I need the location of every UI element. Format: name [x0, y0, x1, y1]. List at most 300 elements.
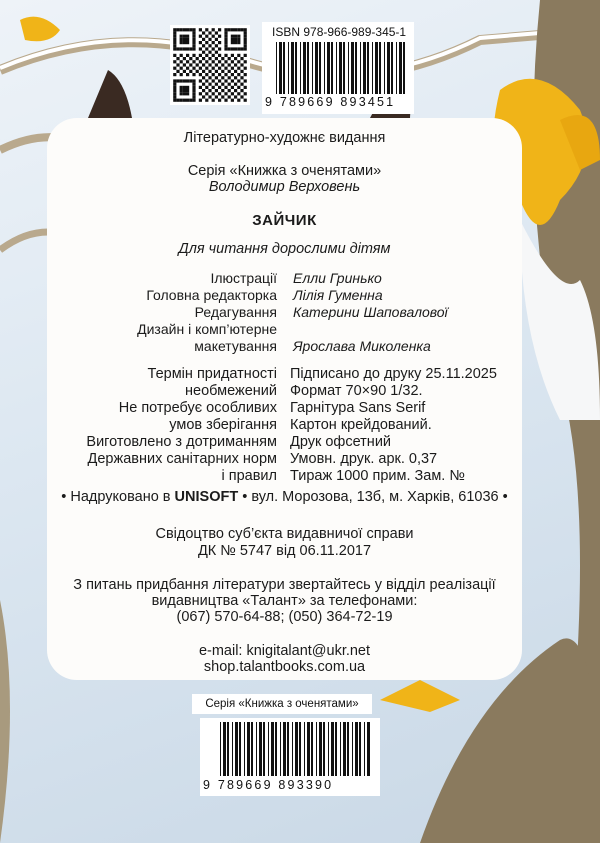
qr-code	[170, 25, 250, 105]
barcode-bar	[235, 722, 238, 776]
qr-module	[180, 41, 183, 44]
qr-module	[186, 67, 189, 70]
qr-module	[199, 99, 202, 102]
qr-module	[234, 83, 237, 86]
qr-module	[192, 31, 195, 34]
qr-module	[173, 79, 176, 82]
barcode-bar	[315, 42, 318, 94]
qr-module	[224, 54, 227, 57]
qr-module	[205, 79, 208, 82]
qr-module	[218, 86, 221, 89]
qr-module	[224, 73, 227, 76]
printer-line	[47, 489, 522, 505]
qr-module	[231, 67, 234, 70]
barcode-bar	[347, 722, 349, 776]
qr-module	[228, 89, 231, 92]
qr-module	[199, 60, 202, 63]
barcode-bar	[375, 42, 378, 94]
barcode-bar	[339, 42, 342, 94]
qr-module	[244, 73, 247, 76]
qr-module	[237, 86, 240, 89]
qr-module	[221, 89, 224, 92]
qr-module	[186, 47, 189, 50]
qr-module	[196, 57, 199, 60]
qr-module	[228, 57, 231, 60]
qr-module	[221, 57, 224, 60]
barcode-bar	[367, 42, 369, 94]
qr-module	[231, 35, 234, 38]
qr-module	[234, 28, 237, 31]
qr-module	[183, 79, 186, 82]
qr-module	[189, 63, 192, 66]
qr-module	[208, 31, 211, 34]
qr-module	[208, 57, 211, 60]
author-name: Володимир Верховень	[208, 179, 361, 195]
credit-role: Дизайн і комп’ютерне	[137, 321, 277, 337]
barcode-bar	[303, 42, 306, 94]
barcode-bar	[256, 722, 257, 776]
qr-module	[244, 60, 247, 63]
qr-module	[180, 99, 183, 102]
qr-module	[224, 79, 227, 82]
qr-module	[231, 54, 234, 57]
qr-module	[240, 95, 243, 98]
qr-module	[212, 86, 215, 89]
qr-module	[218, 67, 221, 70]
barcode-bar	[359, 722, 361, 776]
qr-module	[202, 44, 205, 47]
spec-left: необмежений	[185, 383, 277, 399]
qr-module	[173, 67, 176, 70]
qr-module	[208, 95, 211, 98]
barcode-bar	[279, 42, 282, 94]
qr-module	[192, 41, 195, 44]
barcode-bar	[387, 42, 390, 94]
barcode-bar	[304, 722, 305, 776]
printer-name: UNISOFT	[174, 489, 239, 505]
qr-module	[240, 83, 243, 86]
qr-module	[224, 28, 227, 31]
credit-role: макетування	[194, 338, 277, 354]
barcode-bar	[331, 722, 334, 776]
qr-module	[244, 54, 247, 57]
qr-module	[231, 47, 234, 50]
qr-module	[234, 95, 237, 98]
qr-module	[212, 28, 215, 31]
barcode-bar	[355, 42, 357, 94]
qr-module	[212, 79, 215, 82]
qr-module	[180, 73, 183, 76]
spec-right: Тираж 1000 прим. Зам. №	[290, 468, 465, 484]
qr-module	[199, 92, 202, 95]
credit-name: Ярослава Миколенка	[293, 338, 431, 354]
qr-module	[215, 63, 218, 66]
qr-module	[192, 92, 195, 95]
qr-module	[183, 92, 186, 95]
qr-module	[224, 41, 227, 44]
qr-module	[228, 28, 231, 31]
qr-module	[173, 86, 176, 89]
bottom-barcode-digits: 9 789669 893390	[203, 778, 334, 792]
printer-address: • вул. Морозова, 13б, м. Харків, 61036 •	[238, 489, 508, 505]
qr-module	[224, 35, 227, 38]
qr-module	[218, 54, 221, 57]
qr-module	[205, 35, 208, 38]
qr-module	[192, 83, 195, 86]
qr-module	[196, 63, 199, 66]
qr-module	[208, 38, 211, 41]
qr-module	[205, 86, 208, 89]
qr-module	[189, 79, 192, 82]
qr-module	[215, 95, 218, 98]
qr-module	[224, 31, 227, 34]
printer-prefix: • Надруковано в	[61, 489, 175, 505]
qr-module	[224, 47, 227, 50]
qr-module	[218, 99, 221, 102]
qr-module	[180, 79, 183, 82]
qr-module	[183, 99, 186, 102]
qr-module	[205, 92, 208, 95]
qr-module	[186, 54, 189, 57]
qr-module	[173, 35, 176, 38]
qr-module	[231, 99, 234, 102]
spec-left: Не потребує особливих	[118, 400, 277, 416]
qr-module	[183, 28, 186, 31]
qr-module	[244, 47, 247, 50]
qr-module	[237, 35, 240, 38]
qr-module	[192, 86, 195, 89]
barcode-bar	[384, 42, 385, 94]
credit-name: Лілія Гуменна	[293, 287, 383, 303]
barcode-bar	[227, 722, 229, 776]
audience-line: Для читання дорослими дітям	[178, 241, 391, 257]
barcode-bar	[372, 42, 373, 94]
qr-module	[234, 89, 237, 92]
qr-module	[202, 38, 205, 41]
qr-module	[173, 60, 176, 63]
bottom-series-label: Серія «Книжка з оченятами»	[192, 694, 372, 714]
qr-module	[215, 70, 218, 73]
qr-module	[208, 51, 211, 54]
spec-right: Гарнітура Sans Serif	[290, 400, 426, 416]
qr-module	[231, 73, 234, 76]
qr-module	[231, 38, 234, 41]
qr-module	[224, 67, 227, 70]
qr-module	[244, 44, 247, 47]
qr-module	[183, 41, 186, 44]
qr-module	[183, 63, 186, 66]
qr-module	[228, 63, 231, 66]
qr-module	[237, 28, 240, 31]
qr-module	[234, 35, 237, 38]
qr-module	[228, 70, 231, 73]
qr-module	[224, 99, 227, 102]
barcode-bar	[287, 722, 289, 776]
certificate-number: ДК № 5747 від 06.11.2017	[197, 543, 372, 559]
qr-module	[180, 38, 183, 41]
qr-module	[192, 44, 195, 47]
qr-module	[205, 67, 208, 70]
qr-module	[208, 83, 211, 86]
rabbit-ear-left	[88, 70, 132, 118]
qr-module	[215, 83, 218, 86]
spec-left: умов зберігання	[169, 417, 277, 433]
qr-module	[180, 28, 183, 31]
qr-module	[183, 35, 186, 38]
qr-module	[183, 89, 186, 92]
qr-module	[234, 70, 237, 73]
series-line: Серія «Книжка з оченятами»	[187, 163, 382, 179]
qr-module	[224, 60, 227, 63]
qr-module	[218, 73, 221, 76]
barcode-bar	[355, 722, 358, 776]
barcode-bar	[396, 42, 397, 94]
qr-module	[224, 86, 227, 89]
qr-module	[186, 99, 189, 102]
qr-module	[218, 92, 221, 95]
qr-module	[199, 47, 202, 50]
qr-module	[183, 86, 186, 89]
qr-module	[199, 54, 202, 57]
barcode-bar	[336, 42, 337, 94]
qr-module	[212, 73, 215, 76]
qr-module	[176, 79, 179, 82]
yellow-leaf	[20, 17, 60, 42]
qr-module	[234, 57, 237, 60]
qr-module	[221, 70, 224, 73]
isbn-label: ISBN 978-966-989-345-1	[272, 25, 407, 39]
barcode-bar	[220, 722, 221, 776]
qr-module	[202, 95, 205, 98]
barcode-bar	[232, 722, 233, 776]
barcode-bar	[307, 722, 310, 776]
qr-module	[208, 44, 211, 47]
qr-module	[186, 89, 189, 92]
qr-module	[208, 70, 211, 73]
qr-module	[189, 47, 192, 50]
qr-module	[224, 44, 227, 47]
qr-module	[173, 92, 176, 95]
qr-module	[244, 86, 247, 89]
isbn-barcode-digits: 9 789669 893451	[265, 95, 396, 109]
qr-module	[228, 76, 231, 79]
qr-module	[199, 79, 202, 82]
qr-module	[237, 73, 240, 76]
qr-module	[240, 76, 243, 79]
qr-module	[231, 86, 234, 89]
qr-module	[205, 54, 208, 57]
qr-module	[234, 38, 237, 41]
qr-module	[244, 35, 247, 38]
qr-module	[192, 54, 195, 57]
qr-module	[218, 41, 221, 44]
barcode-bar	[307, 42, 309, 94]
barcode-bar	[319, 722, 322, 776]
qr-module	[221, 76, 224, 79]
qr-module	[192, 38, 195, 41]
barcode-bar	[364, 722, 365, 776]
qr-module	[240, 63, 243, 66]
qr-module	[205, 41, 208, 44]
credit-role: Ілюстрації	[210, 270, 277, 286]
qr-module	[183, 57, 186, 60]
qr-module	[199, 73, 202, 76]
qr-module	[202, 76, 205, 79]
qr-module	[215, 31, 218, 34]
qr-module	[176, 99, 179, 102]
qr-module	[228, 83, 231, 86]
qr-module	[173, 38, 176, 41]
qr-module	[196, 70, 199, 73]
qr-module	[176, 28, 179, 31]
qr-module	[244, 41, 247, 44]
qr-module	[237, 99, 240, 102]
qr-module	[189, 57, 192, 60]
barcode-bar	[295, 42, 297, 94]
qr-module	[244, 92, 247, 95]
qr-module	[231, 79, 234, 82]
qr-module	[192, 99, 195, 102]
qr-module	[244, 79, 247, 82]
qr-module	[173, 73, 176, 76]
spec-left: Термін придатності	[147, 366, 277, 382]
qr-module	[180, 89, 183, 92]
website: shop.talantbooks.com.ua	[203, 659, 366, 675]
qr-module	[237, 47, 240, 50]
book-title: ЗАЙЧИК	[252, 212, 317, 229]
barcode-bar	[244, 722, 245, 776]
barcode-bar	[335, 722, 337, 776]
qr-module	[244, 31, 247, 34]
qr-module	[218, 35, 221, 38]
qr-module	[199, 28, 202, 31]
qr-module	[208, 89, 211, 92]
qr-module	[192, 73, 195, 76]
qr-module	[215, 51, 218, 54]
qr-module	[212, 54, 215, 57]
barcode-bar	[288, 42, 289, 94]
barcode-bar	[300, 42, 301, 94]
barcode-bar	[340, 722, 341, 776]
spec-left: Державних санітарних норм	[87, 451, 277, 467]
qr-module	[237, 54, 240, 57]
qr-module	[221, 83, 224, 86]
qr-module	[192, 79, 195, 82]
qr-module	[215, 38, 218, 41]
barcode-bar	[343, 722, 346, 776]
barcode-bar	[247, 722, 250, 776]
qr-module	[205, 47, 208, 50]
barcode-bar	[312, 42, 313, 94]
qr-module	[240, 89, 243, 92]
qr-module	[173, 28, 176, 31]
credit-name: Елли Гринько	[293, 270, 382, 286]
barcode-bar	[352, 722, 353, 776]
barcode-bar	[348, 42, 349, 94]
qr-module	[186, 41, 189, 44]
qr-module	[224, 38, 227, 41]
qr-module	[202, 63, 205, 66]
qr-module	[180, 60, 183, 63]
qr-module	[186, 73, 189, 76]
qr-module	[183, 47, 186, 50]
barcode-bar	[276, 42, 277, 94]
qr-module	[183, 70, 186, 73]
barcode-bar	[331, 42, 333, 94]
qr-module	[218, 60, 221, 63]
qr-module	[202, 57, 205, 60]
qr-module	[237, 41, 240, 44]
qr-module	[231, 92, 234, 95]
qr-module	[186, 86, 189, 89]
qr-module	[212, 47, 215, 50]
qr-module	[202, 31, 205, 34]
qr-module	[192, 95, 195, 98]
spec-left: і правил	[221, 468, 277, 484]
qr-module	[237, 79, 240, 82]
qr-module	[180, 67, 183, 70]
qr-module	[186, 92, 189, 95]
qr-module	[176, 47, 179, 50]
qr-module	[173, 99, 176, 102]
barcode-bar	[391, 42, 393, 94]
barcode-bar	[363, 42, 366, 94]
qr-module	[231, 60, 234, 63]
qr-module	[186, 35, 189, 38]
barcode-bar	[351, 42, 354, 94]
credit-name: Катерини Шаповалової	[293, 304, 448, 320]
qr-module	[186, 38, 189, 41]
qr-module	[240, 57, 243, 60]
barcode-bar	[292, 722, 293, 776]
qr-module	[244, 67, 247, 70]
qr-module	[173, 41, 176, 44]
qr-module	[180, 35, 183, 38]
qr-module	[176, 63, 179, 66]
qr-module	[221, 95, 224, 98]
barcode-bar	[251, 722, 253, 776]
isbn-barcode	[276, 42, 406, 94]
qr-module	[189, 70, 192, 73]
qr-module	[240, 70, 243, 73]
qr-module	[244, 38, 247, 41]
qr-module	[228, 95, 231, 98]
qr-module	[186, 60, 189, 63]
qr-module	[205, 28, 208, 31]
qr-module	[205, 73, 208, 76]
qr-module	[202, 83, 205, 86]
barcode-bar	[343, 42, 345, 94]
qr-module	[199, 86, 202, 89]
qr-module	[199, 41, 202, 44]
qr-module	[215, 44, 218, 47]
qr-module	[192, 89, 195, 92]
phone-numbers: (067) 570-64-88; (050) 364-72-19	[176, 609, 393, 625]
qr-module	[218, 28, 221, 31]
qr-module	[240, 28, 243, 31]
qr-module	[224, 92, 227, 95]
qr-module	[192, 28, 195, 31]
qr-module	[244, 99, 247, 102]
qr-module	[199, 67, 202, 70]
barcode-bar	[275, 722, 277, 776]
genre-line: Літературно-художнє видання	[183, 130, 386, 146]
qr-module	[180, 47, 183, 50]
bottom-barcode	[220, 722, 370, 776]
qr-module	[237, 67, 240, 70]
qr-module	[215, 57, 218, 60]
barcode-bar	[223, 722, 226, 776]
